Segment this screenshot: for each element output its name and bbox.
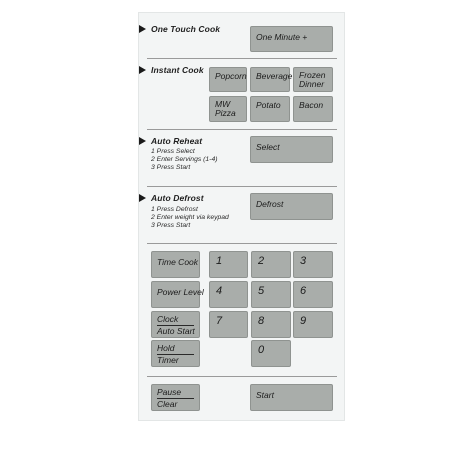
pause-label: Pause: [157, 387, 182, 397]
defrost-step-1: 1 Press Defrost: [151, 206, 198, 213]
frozen-dinner-button[interactable]: [293, 67, 333, 92]
bacon-button[interactable]: [293, 96, 333, 122]
timer-label: Timer: [157, 355, 179, 365]
popcorn-label: Popcorn: [215, 71, 247, 81]
clock-label: Clock: [157, 314, 179, 324]
digit-2-label: 2: [258, 255, 265, 267]
auto-defrost-heading: Auto Defrost: [151, 193, 204, 203]
clock-auto-start-button[interactable]: [151, 311, 200, 338]
auto-reheat-heading: Auto Reheat: [151, 136, 203, 146]
one-minute-plus-label: One Minute +: [256, 32, 308, 42]
time-cook-button[interactable]: [151, 251, 200, 278]
auto-defrost-arrow-icon: [139, 194, 146, 202]
digit-6-label: 6: [300, 285, 307, 297]
digit-1-button[interactable]: [209, 251, 248, 278]
defrost-button[interactable]: [250, 193, 333, 220]
popcorn-button[interactable]: [209, 67, 247, 92]
reheat-step-3: 3 Press Start: [151, 164, 191, 171]
divider-3: [147, 186, 337, 187]
potato-button[interactable]: [250, 96, 290, 122]
digit-4-label: 4: [216, 285, 223, 297]
digit-6-button[interactable]: [293, 281, 333, 308]
reheat-step-1: 1 Press Select: [151, 148, 195, 155]
hold-label: Hold: [157, 343, 175, 353]
pause-clear-button[interactable]: [151, 384, 200, 411]
dinner-label: Dinner: [299, 79, 325, 89]
clear-label: Clear: [157, 399, 178, 409]
digit-5-label: 5: [258, 285, 265, 297]
digit-5-button[interactable]: [251, 281, 291, 308]
one-touch-cook-heading: One Touch Cook: [151, 24, 221, 34]
digit-2-button[interactable]: [251, 251, 291, 278]
digit-7-label: 7: [216, 315, 223, 327]
reheat-step-2: 2 Enter Servings (1-4): [151, 156, 218, 163]
divider-5: [147, 376, 337, 377]
bacon-label: Bacon: [299, 100, 324, 110]
defrost-label: Defrost: [256, 199, 284, 209]
defrost-step-3: 3 Press Start: [151, 222, 191, 229]
auto-defrost-steps: [151, 206, 229, 230]
divider-4: [147, 243, 337, 244]
divider-2: [147, 129, 337, 130]
one-minute-plus-button[interactable]: [250, 26, 333, 52]
auto-start-label: Auto Start: [157, 326, 195, 336]
frozen-label: Frozen: [299, 70, 326, 80]
start-label: Start: [256, 390, 274, 400]
digit-4-button[interactable]: [209, 281, 248, 308]
select-button[interactable]: [250, 136, 333, 163]
digit-0-button[interactable]: [251, 340, 291, 367]
digit-7-button[interactable]: [209, 311, 248, 338]
digit-8-label: 8: [258, 315, 265, 327]
beverage-button[interactable]: [250, 67, 293, 92]
select-label: Select: [256, 142, 280, 152]
time-cook-label: Time Cook: [157, 257, 199, 267]
pizza-label: Pizza: [215, 108, 236, 118]
instant-cook-heading: Instant Cook: [151, 65, 204, 75]
digit-9-button[interactable]: [293, 311, 333, 338]
digit-1-label: 1: [216, 255, 223, 267]
one-touch-arrow-icon: [139, 25, 146, 33]
potato-label: Potato: [256, 100, 281, 110]
hold-timer-button[interactable]: [151, 340, 200, 367]
auto-reheat-steps: [151, 148, 218, 172]
mw-label: MW: [215, 99, 231, 109]
defrost-step-2: 2 Enter weight via keypad: [151, 214, 229, 221]
digit-9-label: 9: [300, 315, 307, 327]
power-level-label: Power Level: [157, 287, 204, 297]
digit-3-label: 3: [300, 255, 307, 267]
start-button[interactable]: [250, 384, 333, 411]
auto-reheat-arrow-icon: [139, 137, 146, 145]
power-level-button[interactable]: [151, 281, 204, 308]
digit-3-button[interactable]: [293, 251, 333, 278]
instant-cook-arrow-icon: [139, 66, 146, 74]
beverage-label: Beverage: [256, 71, 293, 81]
digit-0-label: 0: [258, 344, 265, 356]
divider-1: [147, 58, 337, 59]
mw-pizza-button[interactable]: [209, 96, 247, 122]
digit-8-button[interactable]: [251, 311, 291, 338]
